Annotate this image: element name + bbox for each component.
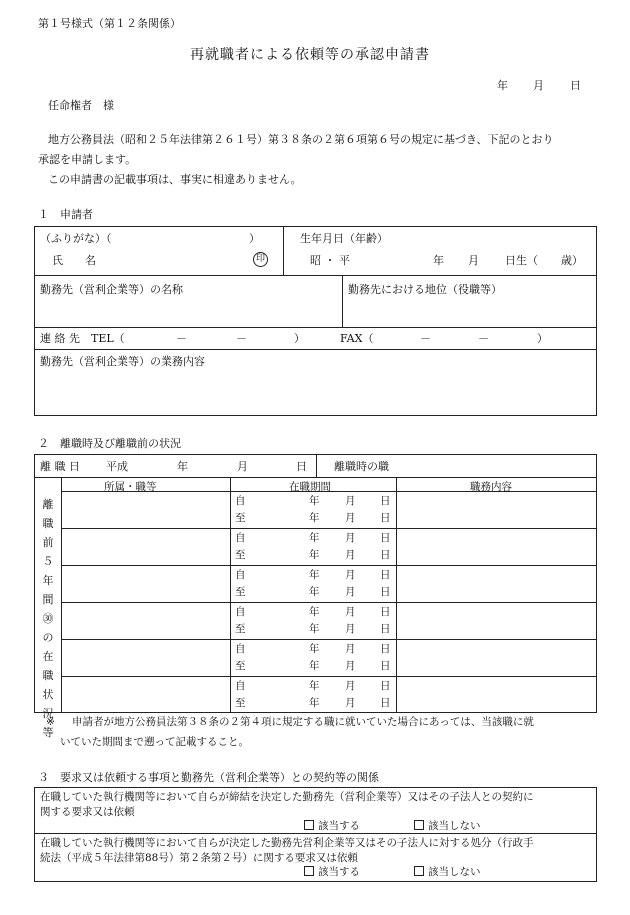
period-year-label: 年 <box>309 660 320 672</box>
period-from-label: 自 <box>235 680 246 692</box>
period-year-label: 年 <box>309 623 320 635</box>
tel-dash-1: － <box>176 332 187 345</box>
period-to-label: 至 <box>235 512 246 524</box>
vertical-label-char: 等 <box>42 726 54 739</box>
retire-era: 平成 <box>106 460 128 473</box>
birthdate-label: 生年月日（年齢） <box>300 232 388 245</box>
vertical-label-char: の <box>42 631 54 644</box>
retire-year-label: 年 <box>177 460 188 473</box>
body-text-line1: 地方公務員法（昭和２５年法律第２６１号）第３８条の２第６項第６号の規定に基づき、下記のとおり <box>48 133 554 146</box>
period-day-label: 日 <box>380 660 391 672</box>
q1-no-option[interactable]: 該当しない <box>414 820 481 833</box>
period-from-label: 自 <box>235 606 246 618</box>
period-month-label: 月 <box>345 643 356 655</box>
employer-name-label: 勤務先（営利企業等）の名称 <box>40 283 183 296</box>
period-day-label: 日 <box>380 680 391 692</box>
period-day-label: 日 <box>380 697 391 709</box>
checkbox-icon[interactable] <box>304 820 314 830</box>
period-to-label: 至 <box>235 549 246 561</box>
q2-line2: 続法（平成５年法律第88号）第２条第２号）に関する要求又は依頼 <box>40 852 358 864</box>
dept-cell[interactable] <box>66 567 226 600</box>
period-month-label: 月 <box>345 569 356 581</box>
period-to-label: 至 <box>235 623 246 635</box>
vertical-label-char: 職 <box>42 669 54 682</box>
date-day-label: 日 <box>570 79 581 92</box>
period-year-label: 年 <box>309 549 320 561</box>
period-to-label: 至 <box>235 660 246 672</box>
duties-cell[interactable] <box>402 493 592 526</box>
vertical-label-char: 況 <box>42 707 54 720</box>
date-month-label: 月 <box>533 79 544 92</box>
duties-cell[interactable] <box>402 604 592 637</box>
period-day-label: 日 <box>380 586 391 598</box>
contact-tel-label: 連 絡 先 TEL（ <box>40 332 125 345</box>
note-line2: いていた期間まで遡って記載すること。 <box>60 736 249 748</box>
fax-label: FAX（ <box>340 332 374 345</box>
period-month-label: 月 <box>345 623 356 635</box>
period-from-label: 自 <box>235 643 246 655</box>
period-from-label: 自 <box>235 495 246 507</box>
period-day-label: 日 <box>380 549 391 561</box>
q1-line2: 関する要求又は依頼 <box>40 806 135 818</box>
note-mark: ※ <box>46 716 55 728</box>
period-day-label: 日 <box>380 569 391 581</box>
duties-cell[interactable] <box>402 530 592 563</box>
vertical-label-char: 年 <box>42 574 54 587</box>
row-divider <box>61 528 597 529</box>
q1-line1: 在職していた執行機関等において自らが締結を決定した勤務先（営利企業等）又はその子法人との契約に <box>40 791 534 803</box>
era-options[interactable]: 昭 ・ 平 <box>310 254 350 267</box>
period-month-label: 月 <box>345 660 356 672</box>
vertical-label-char: 前 <box>42 536 54 549</box>
period-month-label: 月 <box>345 512 356 524</box>
dept-cell[interactable] <box>66 604 226 637</box>
period-year-label: 年 <box>309 697 320 709</box>
vertical-label-char: 在 <box>42 650 54 663</box>
vertical-label-char: 職 <box>42 517 54 530</box>
retire-day-label: 日 <box>296 460 307 473</box>
period-day-label: 日 <box>380 623 391 635</box>
dept-cell[interactable] <box>66 493 226 526</box>
section1-heading: １ 申請者 <box>38 208 93 221</box>
dept-cell[interactable] <box>66 678 226 711</box>
period-year-label: 年 <box>309 586 320 598</box>
retire-date-label: 離 職 日 <box>40 460 80 473</box>
birth-month-label: 月 <box>468 254 479 267</box>
row-divider <box>61 602 597 603</box>
period-month-label: 月 <box>345 532 356 544</box>
period-year-label: 年 <box>309 569 320 581</box>
period-year-label: 年 <box>309 680 320 692</box>
seal-mark: 印 <box>253 252 268 267</box>
period-year-label: 年 <box>309 606 320 618</box>
vertical-label-char: 状 <box>42 688 54 701</box>
tel-close: ） <box>294 332 305 345</box>
body-text-line2: 承認を申請します。 <box>38 153 137 166</box>
period-to-label: 至 <box>235 697 246 709</box>
period-day-label: 日 <box>380 643 391 655</box>
period-day-label: 日 <box>380 532 391 544</box>
col-header-dept: 所属・職等 <box>104 481 157 493</box>
fax-close: ） <box>537 332 548 345</box>
duties-cell[interactable] <box>402 678 592 711</box>
employer-position-label: 勤務先における地位（役職等） <box>348 283 502 296</box>
page-title: 再就職者による依頼等の承認申請書 <box>190 47 430 63</box>
period-day-label: 日 <box>380 512 391 524</box>
furigana-label: （ふりがな）（ <box>40 232 112 245</box>
period-day-label: 日 <box>380 606 391 618</box>
birth-year-label: 年 <box>433 254 444 267</box>
duties-cell[interactable] <box>402 567 592 600</box>
section3-heading: ３ 要求又は依頼する事項と勤務先（営利企業等）との契約等の関係 <box>38 771 379 784</box>
vertical-label-char: ５ <box>42 555 54 568</box>
section2-heading: ２ 離職時及び離職前の状況 <box>38 437 181 450</box>
form-number: 第１号様式（第１２条関係） <box>38 17 181 30</box>
business-content-label: 勤務先（営利企業等）の業務内容 <box>40 355 205 368</box>
duties-cell[interactable] <box>402 641 592 674</box>
period-year-label: 年 <box>309 643 320 655</box>
fax-dash-1: － <box>420 332 431 345</box>
period-from-label: 自 <box>235 532 246 544</box>
period-month-label: 月 <box>345 586 356 598</box>
row-divider <box>61 639 597 640</box>
col-header-duties: 職務内容 <box>470 481 512 493</box>
period-year-label: 年 <box>309 495 320 507</box>
row-divider <box>61 565 597 566</box>
checkbox-icon[interactable] <box>414 866 424 876</box>
addressee: 任命権者 様 <box>48 99 114 112</box>
q1-yes-option[interactable]: 該当する <box>304 820 360 833</box>
period-year-label: 年 <box>309 512 320 524</box>
period-month-label: 月 <box>345 549 356 561</box>
furigana-close[interactable]: ） <box>249 232 260 245</box>
body-text-line3: この申請書の記載事項は、事実に相違ありません。 <box>48 173 302 186</box>
q2-yes-option[interactable]: 該当する <box>304 866 360 879</box>
vertical-label-char: 離 <box>42 498 54 511</box>
period-month-label: 月 <box>345 697 356 709</box>
name-label: 氏 名 <box>52 254 96 267</box>
fax-dash-2: － <box>478 332 489 345</box>
retire-month-label: 月 <box>237 460 248 473</box>
period-month-label: 月 <box>345 680 356 692</box>
col-header-period: 在職期間 <box>289 481 331 493</box>
q2-line1: 在職していた執行機関等において自らが決定した勤務先営利企業等又はその子法人に対する処分（行政手 <box>40 837 534 849</box>
tel-dash-2: － <box>236 332 247 345</box>
retire-position-label: 離職時の職 <box>334 460 389 473</box>
period-year-label: 年 <box>309 532 320 544</box>
row-divider <box>61 676 597 677</box>
vertical-label <box>41 495 55 742</box>
date-year-label: 年 <box>497 79 508 92</box>
vertical-label-char: ㉚ <box>42 612 54 625</box>
checkbox-icon[interactable] <box>414 820 424 830</box>
period-month-label: 月 <box>345 495 356 507</box>
period-to-label: 至 <box>235 586 246 598</box>
note-line1: 申請者が地方公務員法第３８条の２第４項に規定する職に就いていた場合にあっては、当該職に就 <box>72 716 534 728</box>
dept-cell[interactable] <box>66 641 226 674</box>
period-day-label: 日 <box>380 495 391 507</box>
vertical-label-char: 間 <box>42 593 54 606</box>
q2-no-option[interactable]: 該当しない <box>414 866 481 879</box>
dept-cell[interactable] <box>66 530 226 563</box>
birth-day-label: 日生（ <box>505 254 538 267</box>
age-label: 歳） <box>561 254 583 267</box>
checkbox-icon[interactable] <box>304 866 314 876</box>
period-from-label: 自 <box>235 569 246 581</box>
period-month-label: 月 <box>345 606 356 618</box>
